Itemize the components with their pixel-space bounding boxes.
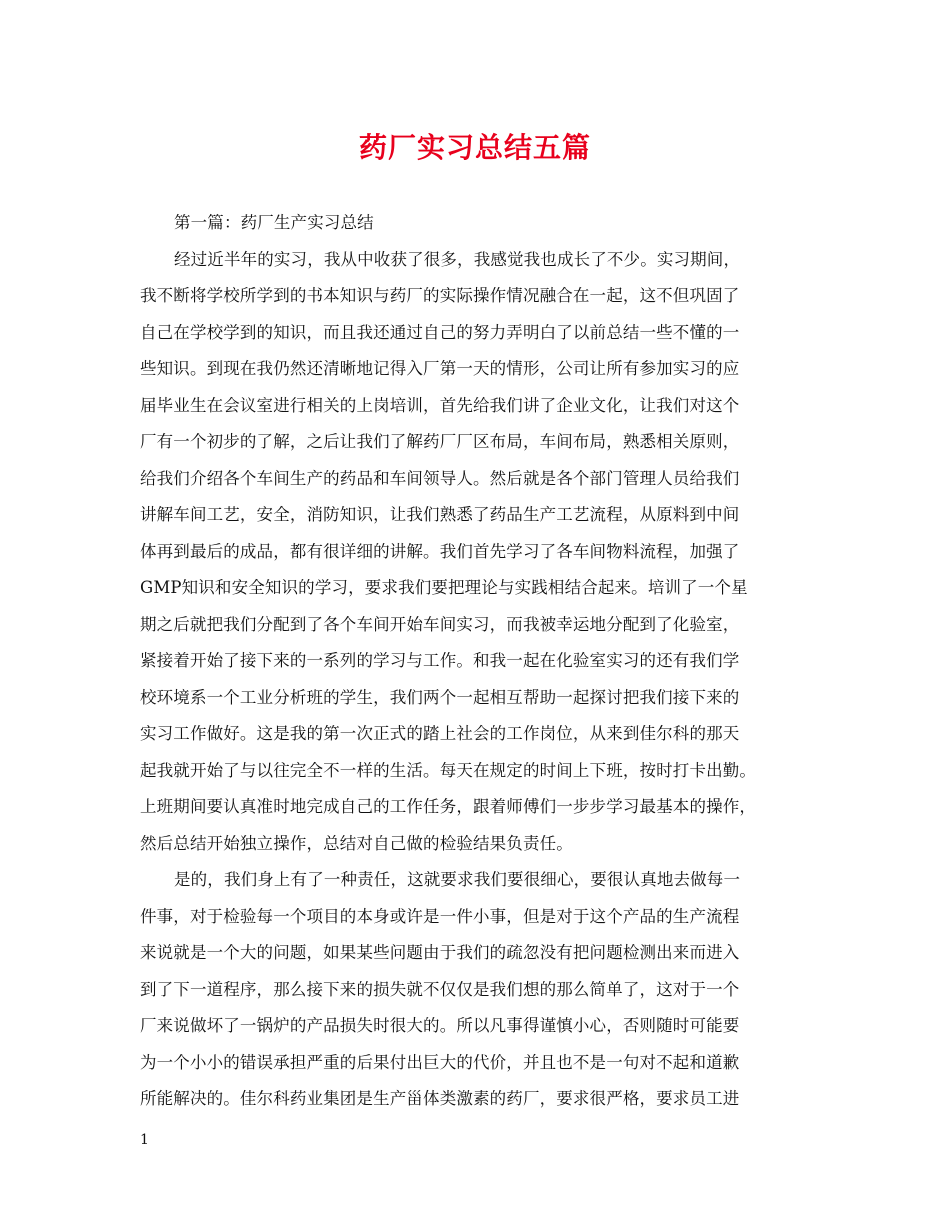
body-line: 给我们介绍各个车间生产的药品和车间领导人。然后就是各个部门管理人员给我们 [140,468,740,488]
body-line: 自己在学校学到的知识，而且我还通过自己的努力弄明白了以前总结一些不懂的一 [140,322,740,342]
body-line: 到了下一道程序，那么接下来的损失就不仅仅是我们想的那么简单了，这对于一个 [140,979,740,999]
body-line: 届毕业生在会议室进行相关的上岗培训，首先给我们讲了企业文化，让我们对这个 [140,395,740,415]
body-line: GMP知识和安全知识的学习，要求我们要把理论与实践相结合起来。培训了一个星 [140,578,748,597]
body-line: 期之后就把我们分配到了各个车间开始车间实习，而我被幸运地分配到了化验室， [140,614,740,634]
body-line: 紧接着开始了接下来的一系列的学习与工作。和我一起在化验室实习的还有我们学 [140,651,740,670]
body-line: 然后总结开始独立操作，总结对自己做的检验结果负责任。 [140,833,573,853]
body-line: 实习工作做好。这是我的第一次正式的踏上社会的工作岗位，从来到佳尔科的那天 [140,724,740,743]
page-number: 1 [140,1132,149,1148]
body-line: 上班期间要认真准时地完成自己的工作任务，跟着师傅们一步步学习最基本的操作， [140,797,757,816]
body-line: 厂来说做坏了一锅炉的产品损失时很大的。所以凡事得谨慎小心，否则随时可能要 [140,1016,740,1035]
section-heading: 第一篇：药厂生产实习总结 [174,213,374,232]
body-line: 我不断将学校所学到的书本知识与药厂的实际操作情况融合在一起，这不但巩固了 [140,286,740,305]
body-line: 厂有一个初步的了解，之后让我们了解药厂厂区布局，车间布局，熟悉相关原则， [140,432,740,451]
body-line: 经过近半年的实习，我从中收获了很多，我感觉我也成长了不少。实习期间， [174,249,741,269]
body-line: 来说就是一个大的问题，如果某些问题由于我们的疏忽没有把问题检测出来而进入 [140,943,740,962]
body-line: 是的，我们身上有了一种责任，这就要求我们要很细心，要很认真地去做每一 [174,870,741,889]
body-line: 些知识。到现在我仍然还清晰地记得入厂第一天的情形，公司让所有参加实习的应 [140,359,740,378]
body-line: 件事，对于检验每一个项目的本身或许是一件小事，但是对于这个产品的生产流程 [140,906,740,926]
body-line: 校环境系一个工业分析班的学生，我们两个一起相互帮助一起探讨把我们接下来的 [140,687,740,707]
body-line: 为一个小小的错误承担严重的后果付出巨大的代价，并且也不是一句对不起和道歉 [140,1052,740,1072]
document-body [140,205,812,1118]
body-line: 所能解决的。佳尔科药业集团是生产甾体类激素的药厂，要求很严格，要求员工进 [140,1089,740,1108]
body-line: 体再到最后的成品，都有很详细的讲解。我们首先学习了各车间物料流程，加强了 [140,541,740,561]
body-line: 起我就开始了与以往完全不一样的生活。每天在规定的时间上下班，按时打卡出勤。 [140,760,757,780]
document-title: 药厂实习总结五篇 [358,131,591,164]
body-line: 讲解车间工艺，安全，消防知识，让我们熟悉了药品生产工艺流程，从原料到中间 [140,505,740,524]
